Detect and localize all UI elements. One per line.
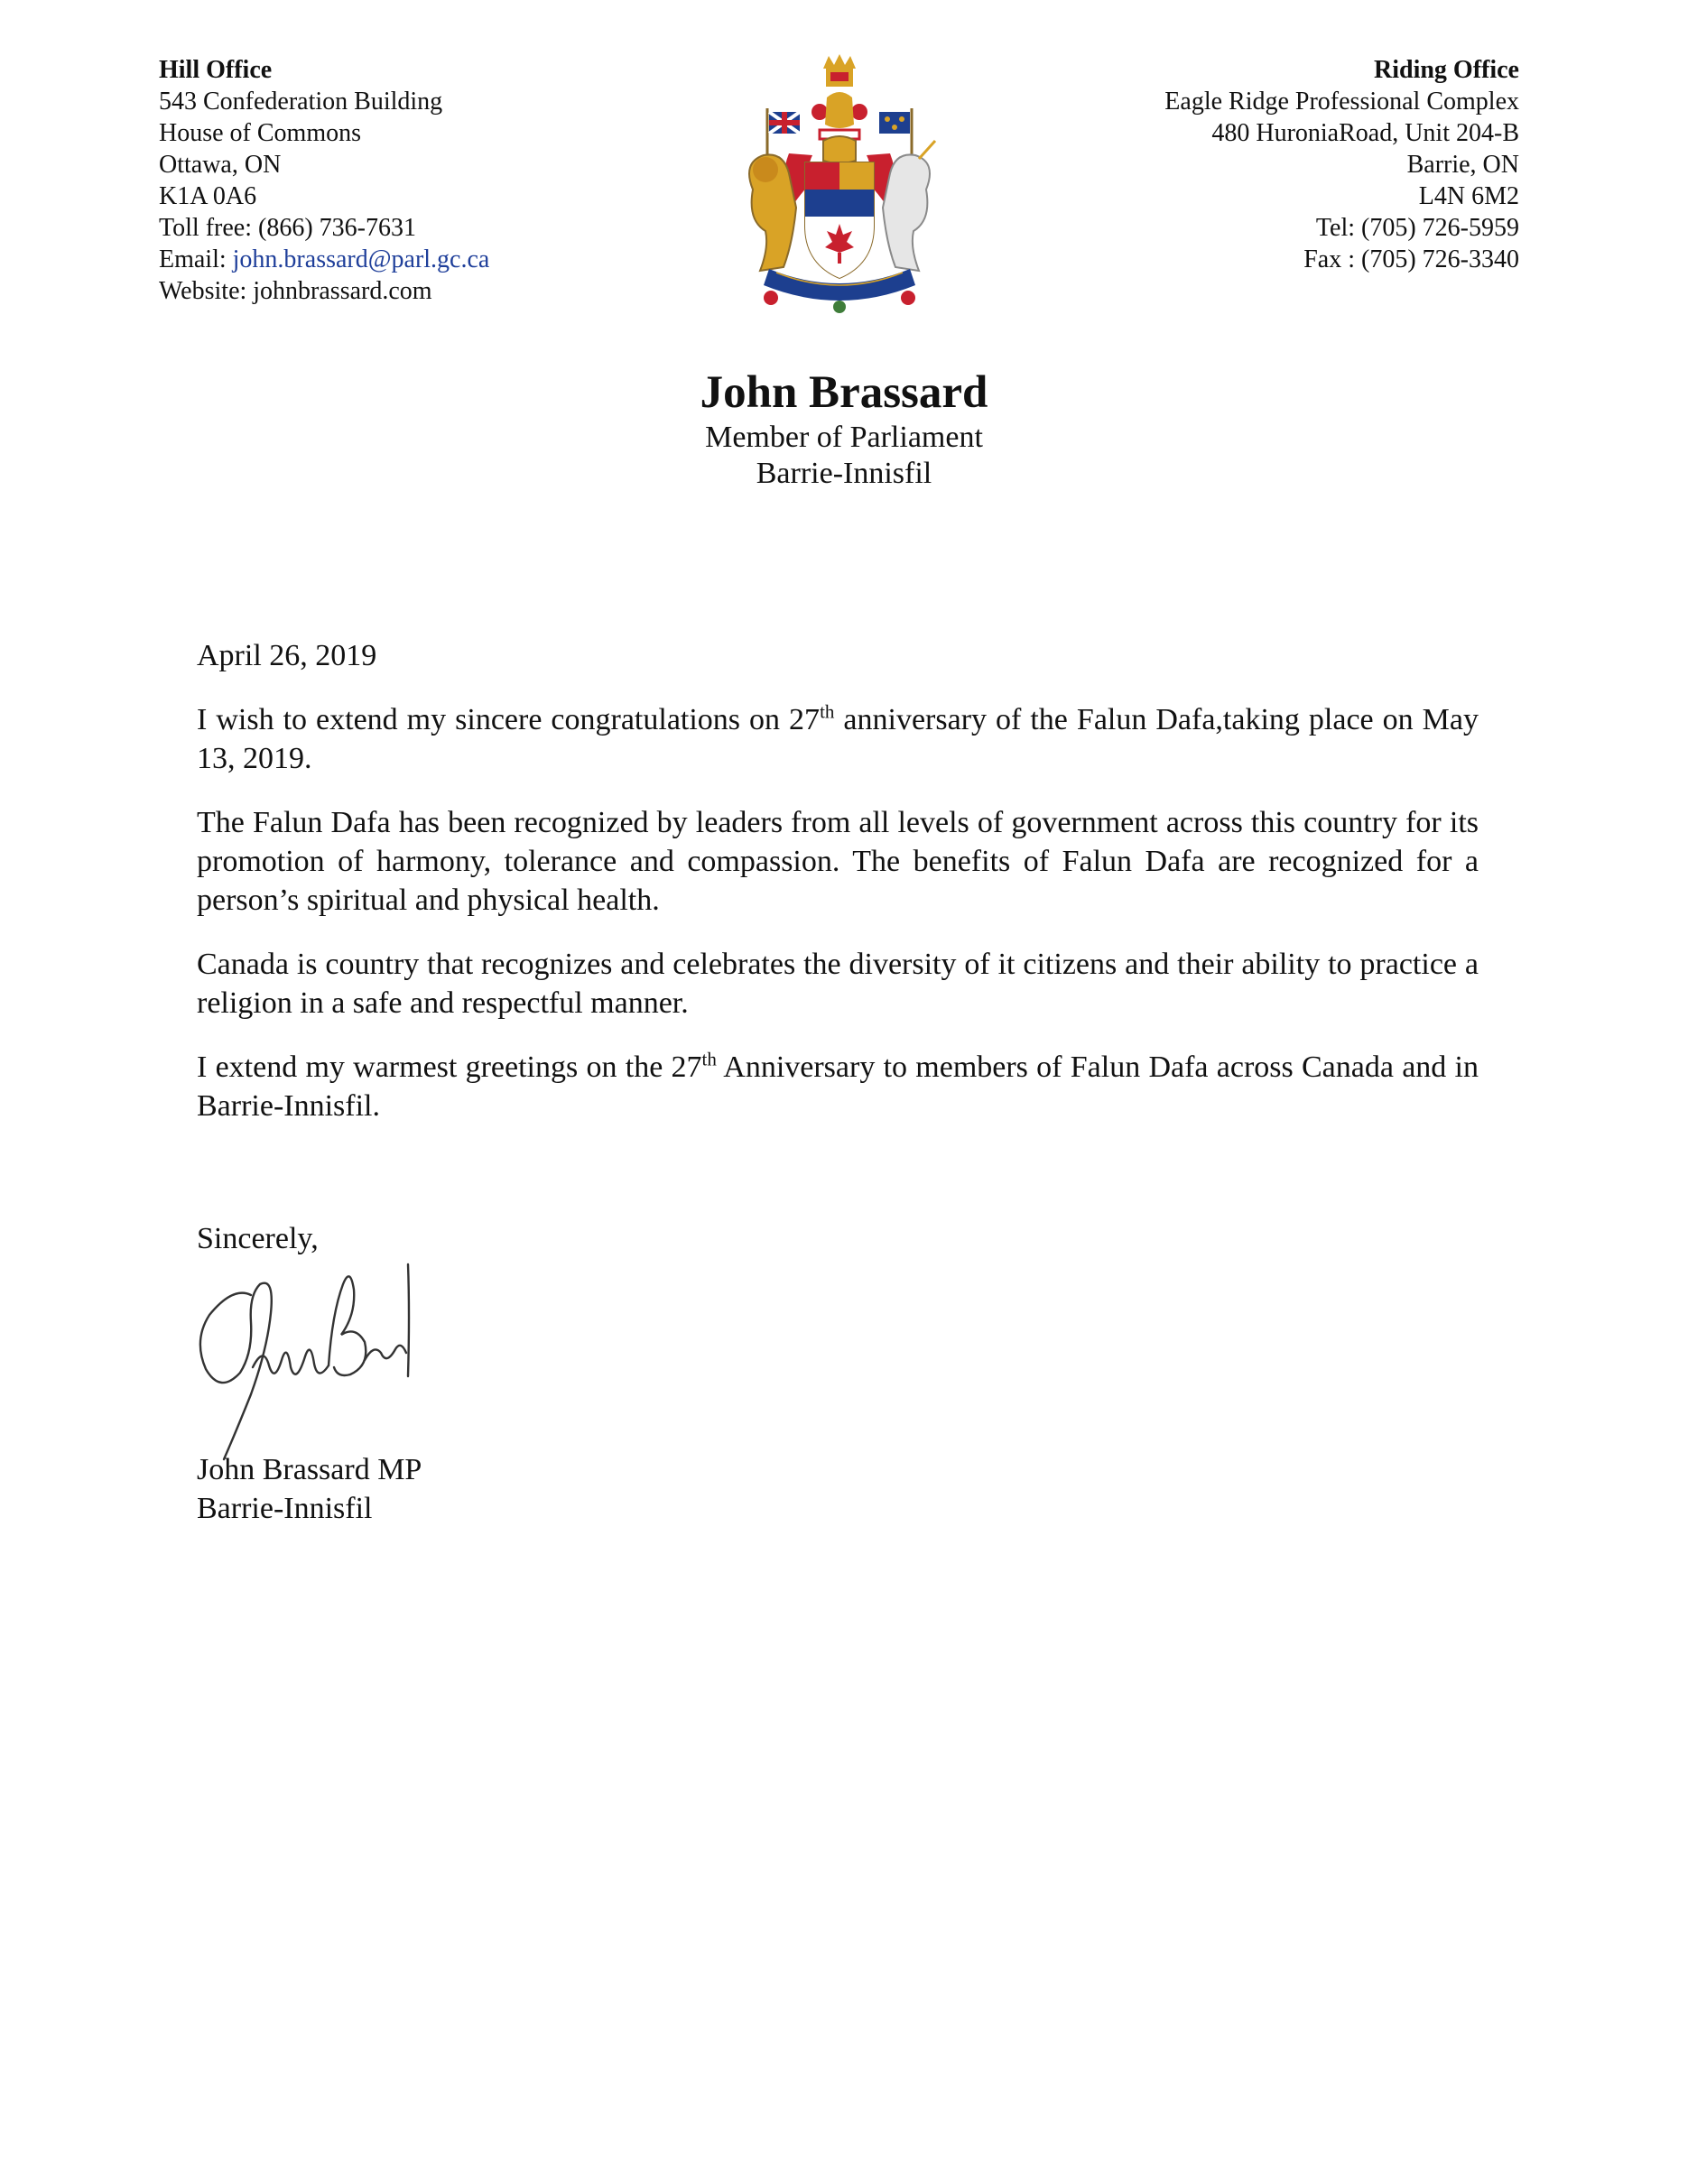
hill-office-email-line	[159, 244, 489, 275]
paragraph-1-text: anniversary of the Falun Dafa,taking place on May 13, 2019.	[197, 703, 1479, 775]
letterhead-title	[0, 366, 1688, 492]
email-label: Email:	[159, 245, 233, 273]
coat-of-arms-icon	[733, 54, 946, 316]
member-riding: Barrie-Innisfil	[756, 457, 932, 490]
email-link[interactable]: john.brassard@parl.gc.ca	[232, 245, 490, 273]
hill-office-address	[159, 54, 489, 307]
riding-office-line: L4N 6M2	[1418, 182, 1519, 210]
signature-riding: Barrie-Innisfil	[197, 1492, 373, 1525]
lion-supporter-icon	[749, 154, 796, 271]
signature-icon	[197, 1259, 422, 1462]
riding-office-line: Barrie, ON	[1406, 151, 1519, 179]
letter-body	[197, 636, 1479, 1151]
paragraph-1	[197, 700, 1479, 778]
signature-name: John Brassard MP	[197, 1453, 422, 1486]
crown-icon	[823, 54, 856, 87]
hill-office-line: House of Commons	[159, 119, 361, 147]
paragraph-3: Canada is country that recognizes and celebrates the diversity of it citizens and their ability to practice a religion in a safe and respectful manner.	[197, 948, 1479, 1020]
hill-office-phone: Toll free: (866) 736-7631	[159, 214, 416, 242]
paragraph-1-text: I wish to extend my sincere congratulations on 27	[197, 703, 821, 736]
riding-office-phone: Tel: (705) 726-5959	[1315, 214, 1519, 242]
signature-block	[197, 1450, 422, 1528]
hill-office-line: K1A 0A6	[159, 182, 257, 210]
shield-icon	[805, 162, 874, 278]
paragraph-4	[197, 1048, 1479, 1125]
riding-office-fax: Fax : (705) 726-3340	[1303, 245, 1519, 273]
letter-date: April 26, 2019	[197, 639, 377, 672]
ordinal-suffix: th	[820, 700, 835, 723]
member-title: Member of Parliament	[705, 421, 983, 454]
riding-office-address	[1164, 54, 1519, 275]
paragraph-2: The Falun Dafa has been recognized by leaders from all levels of government across this country for its promotion of harmony, tolerance and compassion. The benefits of Falun Dafa are recognized for a person’s spiritual and physical health.	[197, 806, 1479, 917]
hill-office-line: 543 Confederation Building	[159, 88, 443, 116]
riding-office-line: 480 HuroniaRoad, Unit 204-B	[1211, 119, 1519, 147]
riding-office-line: Eagle Ridge Professional Complex	[1164, 88, 1519, 116]
ordinal-suffix: th	[701, 1048, 717, 1070]
closing: Sincerely,	[197, 1222, 319, 1255]
hill-office-heading: Hill Office	[159, 56, 273, 84]
hill-office-line: Ottawa, ON	[159, 151, 282, 179]
member-name: John Brassard	[700, 367, 988, 418]
paragraph-4-text: Anniversary to members of Falun Dafa across Canada and in Barrie-Innisfil.	[197, 1050, 1479, 1123]
riding-office-heading: Riding Office	[1374, 56, 1519, 84]
hill-office-website: Website: johnbrassard.com	[159, 277, 432, 305]
paragraph-4-text: I extend my warmest greetings on the 27	[197, 1050, 702, 1084]
